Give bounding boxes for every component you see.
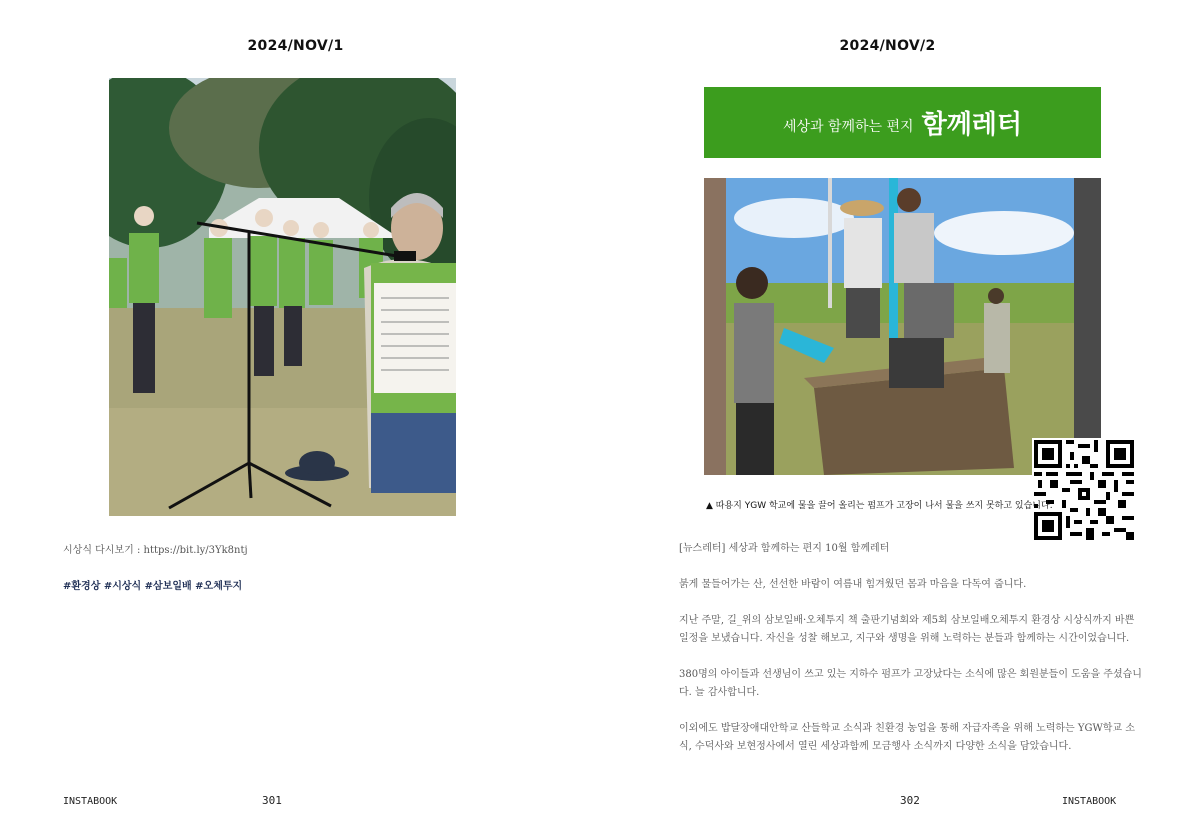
pump-repair-photo [704, 178, 1101, 475]
page-date: 2024/NOV/1 [247, 38, 344, 54]
replay-link-caption: 시상식 다시보기 : https://bit.ly/3Yk8ntj [63, 545, 248, 556]
photo-caption: ▲ 따용지 YGW 학교에 물을 끌어 올리는 펌프가 고장이 나서 물을 쓰지 못하고 있습니다. [706, 501, 1053, 511]
banner-subtitle: 세상과 함께하는 편지 [782, 118, 914, 135]
article-paragraph: 지난 주말, 길_위의 삼보일배·오체투지 책 출판기념회와 제5회 삼보일배오체투지 환경상 시상식까지 바쁜 일정을 보냈습니다. 자신을 성찰 해보고, 지구와 생명을 위해 노력하는 분들과 함께하는 시간이었습니다. [679, 615, 1135, 644]
footer-brand: INSTABOOK [1062, 796, 1117, 807]
hashtags: #환경상 #시상식 #삼보일배 #오체투지 [63, 581, 243, 592]
page-number: 301 [262, 794, 282, 807]
qr-code[interactable] [1032, 438, 1136, 542]
article-paragraph: 380명의 아이들과 선생님이 쓰고 있는 지하수 펌프가 고장났다는 소식에 많은 회원분들이 도움을 주셨습니다. 늘 감사합니다. [679, 669, 1142, 698]
article-title: [뉴스레터] 세상과 함께하는 편지 10월 함께레터 [679, 543, 890, 554]
left-page [0, 0, 591, 836]
newsletter-banner [704, 87, 1101, 158]
banner-title: 함께레터 [921, 110, 1023, 140]
ceremony-photo [109, 78, 456, 516]
article-paragraph: 이외에도 밥달장애대안학교 산들학교 소식과 친환경 농업을 통해 자급자족을 위해 노력하는 YGW학교 소식, 수덕사와 보현정사에서 열린 세상과함께 모금행사 소식까지 다양한 소식을 담았습니다. [679, 723, 1135, 752]
page-date: 2024/NOV/2 [839, 38, 936, 54]
article-paragraph: 붉게 물들어가는 산, 선선한 바람이 여름내 힘겨웠던 몸과 마음을 다독여 줍니다. [679, 579, 1027, 590]
page-number: 302 [900, 794, 920, 807]
newsletter-article [679, 540, 1144, 774]
right-page [592, 0, 1183, 836]
footer-brand: INSTABOOK [63, 796, 118, 807]
